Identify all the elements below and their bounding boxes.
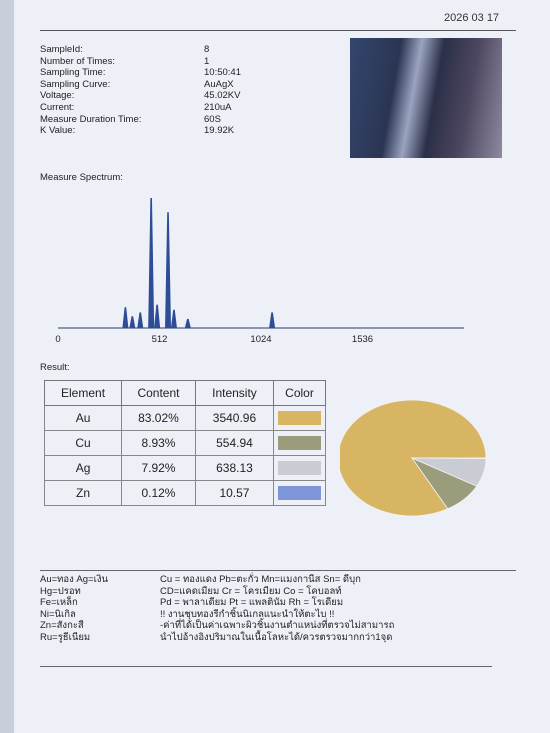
spectrum-peak [185,319,191,328]
element-cell: Au [45,406,122,431]
result-label: Result: [40,362,70,373]
number-of-times-row [40,56,241,68]
spectrum-chart [40,188,490,350]
report-date: 2026 03 17 [444,12,500,24]
sampling-curve-label: Sampling Curve: [40,78,111,90]
sampling-curve-row [40,79,241,91]
intensity-cell: 10.57 [195,481,273,506]
legend-line: Hg=ปรอท [40,585,81,597]
color-cell [274,481,326,506]
measure-duration-label: Measure Duration Time: [40,113,142,125]
content-cell: 83.02% [122,406,196,431]
result-header-row [45,381,326,406]
color-cell [274,431,326,456]
color-swatch [278,436,321,450]
intensity-cell: 3540.96 [195,406,273,431]
spectrum-peak [165,212,171,328]
voltage-row [40,90,241,102]
legend-line: CD=แคดเมียม Cr = โครเมียม Co = โคบอลท์ [160,585,342,597]
sampling-time-label: Sampling Time: [40,67,106,79]
spectrum-peak [122,307,128,328]
voltage-value: 45.02KV [204,90,241,102]
sample-id-value: 8 [204,44,210,55]
legend-line: Zn=สังกะสี [40,620,84,632]
legend-line: Fe=เหล็ก [40,597,78,609]
intensity-cell: 554.94 [195,431,273,456]
measure-duration-row [40,114,241,126]
report-sheet [14,0,550,733]
spectrum-peak [129,316,135,328]
header-color: Color [274,381,326,406]
legend-line: Pd = พาลาเดียม Pt = แพลตินัม Rh = โรเดียม [160,597,344,609]
color-swatch [278,486,321,500]
legend-divider [40,570,516,571]
number-of-times-label: Number of Times: [40,55,115,67]
legend-line: Ru=รูธีเนียม [40,631,91,643]
legend-line: Ni=นิเกิล [40,608,76,620]
header-content: Content [122,381,196,406]
content-cell: 7.92% [122,456,196,481]
legend-line: นำไปอ้างอิงปริมาณในเนื้อโลหะได้/ควรตรวจมากกว่า1จุด [160,631,393,643]
color-cell [274,406,326,431]
legend-line: -ค่าที่ได้เป็นค่าเฉพาะผิวชิ้นงานตำแหน่งที่ตรวจไม่สามารถ [160,620,395,632]
top-divider [40,30,516,31]
spectrum-tick-label: 0 [55,334,61,345]
k-value-label: K Value: [40,125,76,137]
result-row-au [45,406,326,431]
legend-line: Cu = ทองแดง Pb=ตะกั่ว Mn=แมงกานีส Sn= ดีบุก [160,574,361,585]
spectrum-peak [148,198,154,328]
spectrum-title: Measure Spectrum: [40,172,123,183]
sample-info [40,44,241,137]
intensity-cell: 638.13 [195,456,273,481]
spectrum-peak [269,312,275,328]
color-swatch [278,461,321,475]
k-value-value: 19.92K [204,125,235,137]
result-table [44,380,326,506]
header-intensity: Intensity [195,381,273,406]
element-legend-right [160,574,394,644]
legend-line: !! งานชุบทองรีกำชิ้นนิเกลแนะนำให้ตะไบ !! [160,608,335,620]
sample-id-row [40,44,241,56]
header-element: Element [45,381,122,406]
result-row-cu [45,431,326,456]
color-cell [274,456,326,481]
bottom-divider [40,666,492,667]
current-row [40,102,241,114]
sampling-time-value: 10:50:41 [204,67,241,79]
spectrum-tick-label: 512 [151,334,168,345]
element-legend-left [40,574,108,644]
legend-line: Au=ทอง Ag=เงิน [40,574,108,585]
element-cell: Cu [45,431,122,456]
content-cell: 8.93% [122,431,196,456]
measure-duration-value: 60S [204,113,221,125]
element-cell: Ag [45,456,122,481]
sample-id-label: SampleId: [40,44,83,55]
sampling-curve-value: AuAgX [204,78,234,90]
k-value-row [40,125,241,137]
spectrum-peak [137,312,143,328]
spectrum-peak [154,305,160,328]
result-row-zn [45,481,326,506]
content-cell: 0.12% [122,481,196,506]
current-label: Current: [40,101,75,113]
number-of-times-value: 1 [204,55,210,67]
result-row-ag [45,456,326,481]
color-swatch [278,411,321,425]
current-value: 210uA [204,101,232,113]
spectrum-tick-label: 1536 [351,334,374,345]
element-cell: Zn [45,481,122,506]
composition-pie-chart [340,390,508,526]
spectrum-tick-label: 1024 [250,334,272,345]
sampling-time-row [40,67,241,79]
sample-photo [350,38,502,158]
voltage-label: Voltage: [40,90,75,102]
spectrum-peak [171,310,177,328]
